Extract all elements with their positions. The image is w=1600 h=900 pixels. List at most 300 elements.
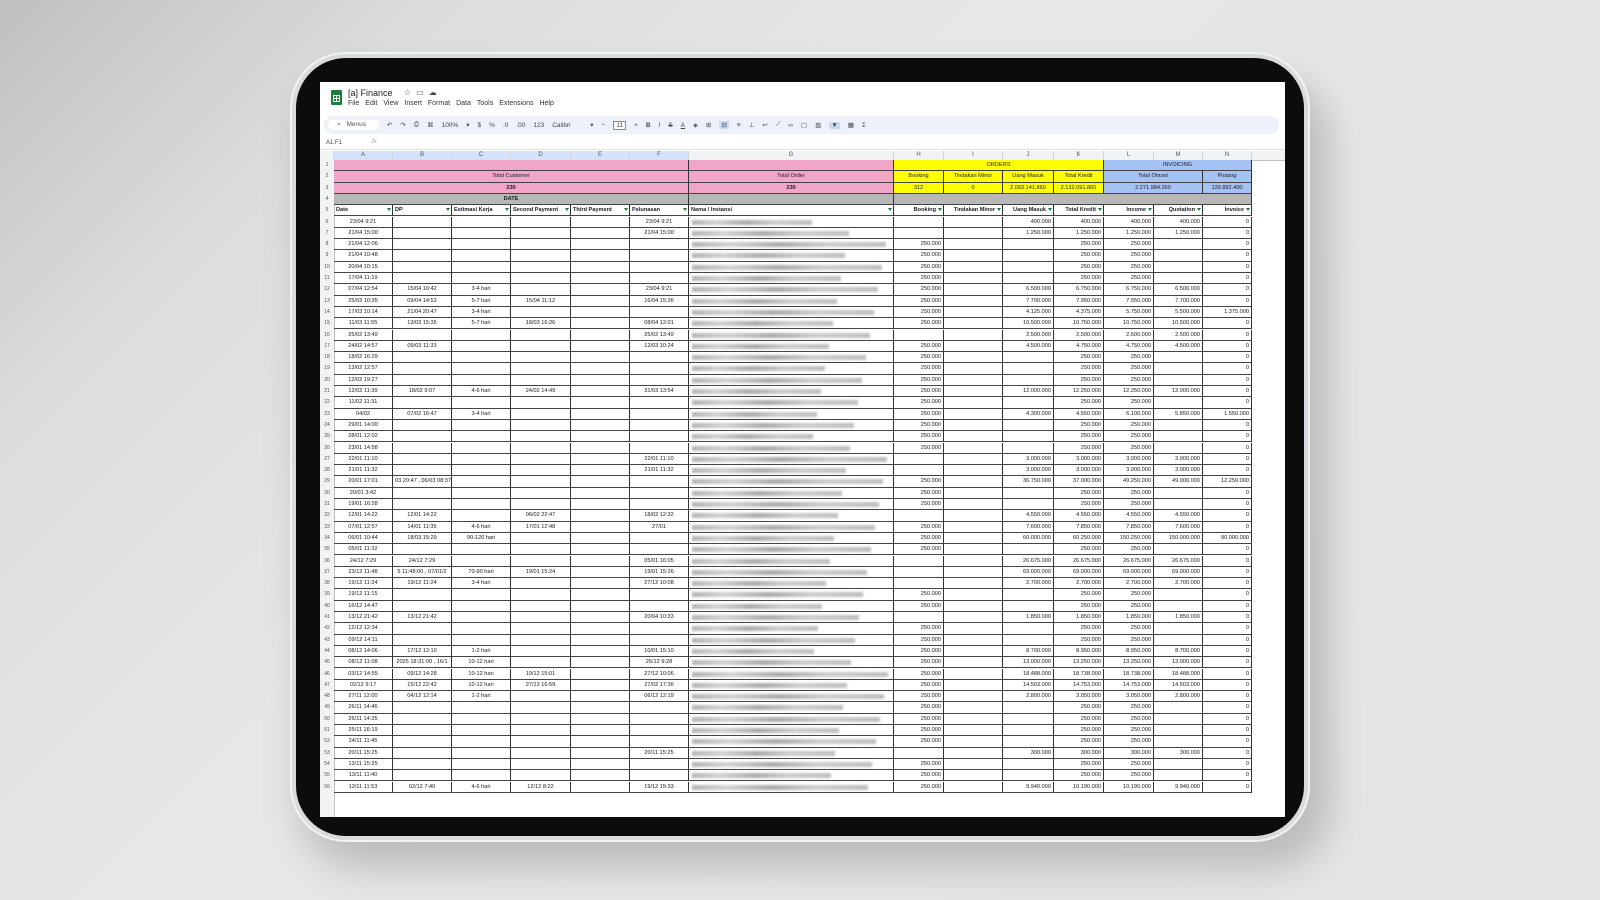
cell-n[interactable]: 0: [1203, 736, 1252, 747]
cell-m[interactable]: [1154, 702, 1203, 713]
cell-b[interactable]: 09/12 14:28: [393, 669, 452, 680]
cell-e[interactable]: [571, 736, 630, 747]
cell-j[interactable]: 10.500.000: [1003, 318, 1054, 329]
cell-e[interactable]: [571, 330, 630, 341]
name-instansi-cell[interactable]: [689, 635, 894, 646]
cell-j[interactable]: [1003, 443, 1054, 454]
cell-b[interactable]: [393, 623, 452, 634]
cell-i[interactable]: [944, 556, 1003, 567]
cell-c[interactable]: 3-4 hari: [452, 409, 511, 420]
cell-b[interactable]: 15/04 16:42: [393, 284, 452, 295]
cell-n[interactable]: 0: [1203, 228, 1252, 239]
cell-m[interactable]: 13.000.000: [1154, 657, 1203, 668]
cell-n[interactable]: 0: [1203, 510, 1252, 521]
cell-n[interactable]: 0: [1203, 669, 1252, 680]
cell-i[interactable]: [944, 363, 1003, 374]
cell-e[interactable]: [571, 409, 630, 420]
cell-j[interactable]: 4.550.000: [1003, 510, 1054, 521]
cell-h[interactable]: 250.000: [894, 601, 944, 612]
cell-j[interactable]: 6.500.000: [1003, 284, 1054, 295]
name-instansi-cell[interactable]: [689, 397, 894, 408]
cell-m[interactable]: [1154, 544, 1203, 555]
cell-j[interactable]: [1003, 544, 1054, 555]
cell-b[interactable]: [393, 748, 452, 759]
cell-j[interactable]: [1003, 363, 1054, 374]
cell-j[interactable]: 1.850.000: [1003, 612, 1054, 623]
cell-e[interactable]: [571, 476, 630, 487]
cell-d[interactable]: [511, 612, 571, 623]
cell-i[interactable]: [944, 612, 1003, 623]
name-instansi-cell[interactable]: [689, 431, 894, 442]
cell-e[interactable]: [571, 375, 630, 386]
name-instansi-cell[interactable]: [689, 239, 894, 250]
filter-dropdown-icon[interactable]: [1148, 208, 1152, 211]
cell-l[interactable]: 250.000: [1104, 770, 1154, 781]
name-instansi-cell[interactable]: [689, 646, 894, 657]
cell-k[interactable]: 250.000: [1054, 499, 1104, 510]
cell-k[interactable]: 250.000: [1054, 714, 1104, 725]
name-instansi-cell[interactable]: [689, 318, 894, 329]
cell-j[interactable]: [1003, 499, 1054, 510]
column-header-l[interactable]: L: [1104, 151, 1154, 160]
name-instansi-cell[interactable]: [689, 307, 894, 318]
cell-b[interactable]: [393, 397, 452, 408]
cell-e[interactable]: [571, 510, 630, 521]
menu-file[interactable]: File: [348, 100, 360, 107]
cell-n[interactable]: 0: [1203, 262, 1252, 273]
column-title-booking[interactable]: Booking: [894, 205, 944, 216]
currency-format-button[interactable]: $: [477, 121, 482, 129]
cell-m[interactable]: [1154, 363, 1203, 374]
cell-l[interactable]: 5.750.000: [1104, 307, 1154, 318]
cell-a[interactable]: 12/12 12:34: [334, 623, 393, 634]
cell-k[interactable]: 3.000.000: [1054, 454, 1104, 465]
cell-m[interactable]: [1154, 443, 1203, 454]
cell-j[interactable]: [1003, 589, 1054, 600]
text-color-icon[interactable]: A: [680, 121, 686, 129]
name-instansi-cell[interactable]: [689, 488, 894, 499]
row-header[interactable]: 30: [324, 489, 330, 496]
cell-n[interactable]: 0: [1203, 748, 1252, 759]
cell-i[interactable]: [944, 748, 1003, 759]
cell-k[interactable]: 12.250.000: [1054, 386, 1104, 397]
cell-n[interactable]: 0: [1203, 386, 1252, 397]
cell-a[interactable]: 25/03 10:35: [334, 296, 393, 307]
cell-n[interactable]: 0: [1203, 454, 1252, 465]
cell-b[interactable]: 13/03 15:35: [393, 318, 452, 329]
cell-i[interactable]: [944, 273, 1003, 284]
header-name-block-top[interactable]: [689, 160, 894, 171]
cell-c[interactable]: [452, 556, 511, 567]
paint-format-icon[interactable]: ⌘: [427, 122, 434, 129]
cell-f[interactable]: 21/04 15:00: [630, 228, 689, 239]
cell-l[interactable]: 10.190.000: [1104, 782, 1154, 793]
name-instansi-cell[interactable]: [689, 601, 894, 612]
cell-d[interactable]: [511, 646, 571, 657]
cell-l[interactable]: 250.000: [1104, 499, 1154, 510]
cell-j[interactable]: 4.500.000: [1003, 341, 1054, 352]
cell-c[interactable]: [452, 770, 511, 781]
cell-i[interactable]: [944, 375, 1003, 386]
cell-i[interactable]: [944, 714, 1003, 725]
cell-f[interactable]: 06/12 12:19: [630, 691, 689, 702]
menu-edit[interactable]: Edit: [365, 100, 378, 107]
name-instansi-cell[interactable]: [689, 386, 894, 397]
text-rotation-icon[interactable]: ⟋: [775, 121, 781, 128]
tindakan-minor-value[interactable]: 0: [944, 183, 1003, 194]
cell-c[interactable]: [452, 759, 511, 770]
cell-a[interactable]: 24/12 7:29: [334, 556, 393, 567]
cell-a[interactable]: 21/04 15:00: [334, 228, 393, 239]
cell-m[interactable]: 6.500.000: [1154, 284, 1203, 295]
total-customer-value[interactable]: 230: [334, 183, 689, 194]
chevron-down-icon[interactable]: ▾: [590, 122, 594, 129]
cell-k[interactable]: 3.050.000: [1054, 691, 1104, 702]
row-header[interactable]: 2: [325, 173, 329, 180]
cell-n[interactable]: 0: [1203, 217, 1252, 228]
row-header[interactable]: 52: [324, 738, 330, 745]
cell-i[interactable]: [944, 228, 1003, 239]
cell-a[interactable]: 13/11 15:25: [334, 759, 393, 770]
cell-j[interactable]: 3.000.000: [1003, 454, 1054, 465]
cell-d[interactable]: 24/02 14:49: [511, 386, 571, 397]
cell-m[interactable]: 12.000.000: [1154, 386, 1203, 397]
cell-e[interactable]: [571, 262, 630, 273]
cell-b[interactable]: [393, 736, 452, 747]
cell-n[interactable]: 0: [1203, 239, 1252, 250]
cell-f[interactable]: 18/02 12:32: [630, 510, 689, 521]
cell-a[interactable]: 12/02 11:39: [334, 386, 393, 397]
cell-l[interactable]: 300.000: [1104, 748, 1154, 759]
cell-b[interactable]: 09/04 14:52: [393, 296, 452, 307]
cell-h[interactable]: [894, 330, 944, 341]
cell-h[interactable]: [894, 465, 944, 476]
row-header[interactable]: 13: [324, 297, 330, 304]
cell-c[interactable]: [452, 363, 511, 374]
cell-e[interactable]: [571, 691, 630, 702]
cell-n[interactable]: 0: [1203, 499, 1252, 510]
cell-l[interactable]: 18.738.000: [1104, 669, 1154, 680]
cell-i[interactable]: [944, 409, 1003, 420]
name-instansi-cell[interactable]: [689, 409, 894, 420]
cell-f[interactable]: 27/12 10:06: [630, 669, 689, 680]
row-header[interactable]: 56: [324, 783, 330, 790]
cell-f[interactable]: [630, 420, 689, 431]
cell-l[interactable]: 250.000: [1104, 262, 1154, 273]
cell-n[interactable]: 0: [1203, 250, 1252, 261]
cell-c[interactable]: 1-2 hari: [452, 646, 511, 657]
cell-e[interactable]: [571, 680, 630, 691]
cell-m[interactable]: [1154, 635, 1203, 646]
row-header[interactable]: 31: [324, 501, 330, 507]
cell-l[interactable]: 250.000: [1104, 239, 1154, 250]
cell-e[interactable]: [571, 657, 630, 668]
cell-b[interactable]: 5 11:48:00 , 07/01/2: [393, 567, 452, 578]
cell-f[interactable]: [630, 239, 689, 250]
cell-f[interactable]: 20/11 15:25: [630, 748, 689, 759]
row-header[interactable]: 40: [324, 602, 330, 609]
cell-d[interactable]: [511, 770, 571, 781]
cell-k[interactable]: 8.950.000: [1054, 646, 1104, 657]
cell-d[interactable]: 18/03 16:26: [511, 318, 571, 329]
cell-k[interactable]: 250.000: [1054, 736, 1104, 747]
row-header[interactable]: 10: [324, 263, 330, 270]
increase-decimal-button[interactable]: .00: [516, 121, 526, 129]
row-header[interactable]: 36: [324, 557, 330, 564]
insert-chart-icon[interactable]: ▥: [815, 122, 822, 129]
cell-k[interactable]: 250.000: [1054, 443, 1104, 454]
cell-k[interactable]: 250.000: [1054, 363, 1104, 374]
cell-i[interactable]: [944, 601, 1003, 612]
cell-j[interactable]: 69.000.000: [1003, 567, 1054, 578]
cell-l[interactable]: 1.250.000: [1104, 228, 1154, 239]
cell-m[interactable]: [1154, 623, 1203, 634]
cell-k[interactable]: 2.700.000: [1054, 578, 1104, 589]
cell-d[interactable]: [511, 409, 571, 420]
row-header[interactable]: 47: [324, 681, 330, 688]
cell-d[interactable]: 12/12 8:22: [511, 782, 571, 793]
cell-k[interactable]: 250.000: [1054, 488, 1104, 499]
row-header[interactable]: 4: [325, 195, 329, 202]
cell-d[interactable]: [511, 397, 571, 408]
cell-i[interactable]: [944, 454, 1003, 465]
cell-a[interactable]: 06/01 10:44: [334, 533, 393, 544]
cell-d[interactable]: [511, 533, 571, 544]
cell-c[interactable]: [452, 544, 511, 555]
sheets-logo-icon[interactable]: [331, 90, 342, 105]
name-instansi-cell[interactable]: [689, 454, 894, 465]
cell-e[interactable]: [571, 443, 630, 454]
cell-k[interactable]: 7.950.000: [1054, 296, 1104, 307]
cell-f[interactable]: 16/04 15:36: [630, 296, 689, 307]
cell-b[interactable]: 02/12 7:40: [393, 782, 452, 793]
cell-k[interactable]: 3.000.000: [1054, 465, 1104, 476]
cell-m[interactable]: 2.800.000: [1154, 691, 1203, 702]
cell-i[interactable]: [944, 352, 1003, 363]
cell-f[interactable]: 19/01 15:26: [630, 567, 689, 578]
cell-j[interactable]: 13.000.000: [1003, 657, 1054, 668]
cell-i[interactable]: [944, 386, 1003, 397]
cell-d[interactable]: [511, 443, 571, 454]
cell-i[interactable]: [944, 589, 1003, 600]
cell-l[interactable]: 10.750.000: [1104, 318, 1154, 329]
star-icon[interactable]: ☆: [404, 88, 417, 97]
cell-e[interactable]: [571, 623, 630, 634]
cell-d[interactable]: [511, 307, 571, 318]
cell-j[interactable]: [1003, 375, 1054, 386]
cell-j[interactable]: 60.000.000: [1003, 533, 1054, 544]
cell-b[interactable]: 07/02 16:47: [393, 409, 452, 420]
name-instansi-cell[interactable]: [689, 759, 894, 770]
cell-c[interactable]: [452, 725, 511, 736]
cell-m[interactable]: [1154, 262, 1203, 273]
filter-dropdown-icon[interactable]: [624, 208, 628, 211]
cell-a[interactable]: 21/04 12:06: [334, 239, 393, 250]
cell-m[interactable]: [1154, 239, 1203, 250]
name-instansi-cell[interactable]: [689, 352, 894, 363]
cell-a[interactable]: 13/02 12:57: [334, 363, 393, 374]
row-header[interactable]: 12: [324, 286, 330, 293]
name-instansi-cell[interactable]: [689, 748, 894, 759]
cell-j[interactable]: 7.600.000: [1003, 522, 1054, 533]
cell-e[interactable]: [571, 341, 630, 352]
cell-m[interactable]: [1154, 431, 1203, 442]
cell-c[interactable]: [452, 341, 511, 352]
cell-h[interactable]: 250.000: [894, 589, 944, 600]
cell-n[interactable]: 0: [1203, 725, 1252, 736]
cell-c[interactable]: 4-6 hari: [452, 782, 511, 793]
cell-c[interactable]: [452, 714, 511, 725]
cell-i[interactable]: [944, 510, 1003, 521]
cell-b[interactable]: [393, 454, 452, 465]
cell-e[interactable]: [571, 454, 630, 465]
row-header[interactable]: 16: [324, 331, 330, 338]
cell-b[interactable]: [393, 363, 452, 374]
cell-b[interactable]: [393, 273, 452, 284]
cell-a[interactable]: 03/12 14:55: [334, 669, 393, 680]
cell-j[interactable]: 14.503.000: [1003, 680, 1054, 691]
cell-b[interactable]: 18/03 15:29: [393, 533, 452, 544]
cell-a[interactable]: 23/01 14:58: [334, 443, 393, 454]
column-title-quotation[interactable]: Quotation: [1154, 205, 1203, 216]
cell-c[interactable]: 3-4 hari: [452, 578, 511, 589]
cell-e[interactable]: [571, 228, 630, 239]
row-header[interactable]: 6: [325, 218, 329, 225]
cell-f[interactable]: [630, 250, 689, 261]
cell-a[interactable]: 25/11 16:19: [334, 725, 393, 736]
cell-b[interactable]: 18/02 9:07: [393, 386, 452, 397]
cell-m[interactable]: [1154, 250, 1203, 261]
cell-i[interactable]: [944, 567, 1003, 578]
cell-m[interactable]: 1.850.000: [1154, 612, 1203, 623]
cell-c[interactable]: 4-6 hari: [452, 386, 511, 397]
cell-k[interactable]: 250.000: [1054, 250, 1104, 261]
cell-c[interactable]: [452, 736, 511, 747]
cell-f[interactable]: 27/01: [630, 522, 689, 533]
cell-m[interactable]: [1154, 770, 1203, 781]
cell-j[interactable]: [1003, 431, 1054, 442]
cell-c[interactable]: [452, 476, 511, 487]
cell-k[interactable]: 250.000: [1054, 544, 1104, 555]
cell-f[interactable]: 22/01 11:10: [630, 454, 689, 465]
orders-header[interactable]: ORDERS: [894, 160, 1104, 171]
cell-h[interactable]: 250.000: [894, 680, 944, 691]
cell-d[interactable]: [511, 454, 571, 465]
row-header[interactable]: 53: [324, 749, 330, 756]
cell-a[interactable]: 12/01 14:22: [334, 510, 393, 521]
cell-k[interactable]: 1.250.000: [1054, 228, 1104, 239]
cell-a[interactable]: 07/01 12:57: [334, 522, 393, 533]
cell-h[interactable]: [894, 578, 944, 589]
cell-b[interactable]: [393, 770, 452, 781]
cell-e[interactable]: [571, 589, 630, 600]
cell-f[interactable]: [630, 431, 689, 442]
fill-color-icon[interactable]: ◈: [693, 122, 699, 129]
cell-k[interactable]: 400.000: [1054, 217, 1104, 228]
row-header[interactable]: 11: [324, 275, 330, 281]
cell-m[interactable]: [1154, 759, 1203, 770]
cell-c[interactable]: [452, 454, 511, 465]
print-icon[interactable]: ⎙: [413, 121, 420, 128]
cell-l[interactable]: 250.000: [1104, 397, 1154, 408]
cell-h[interactable]: 250.000: [894, 725, 944, 736]
cell-j[interactable]: 400.000: [1003, 217, 1054, 228]
cell-d[interactable]: [511, 635, 571, 646]
cell-a[interactable]: 19/12 11:15: [334, 589, 393, 600]
cell-b[interactable]: 19/12 11:24: [393, 578, 452, 589]
filter-dropdown-icon[interactable]: [1246, 208, 1250, 211]
cell-j[interactable]: [1003, 262, 1054, 273]
name-instansi-cell[interactable]: [689, 341, 894, 352]
cell-b[interactable]: [393, 759, 452, 770]
cell-h[interactable]: 250.000: [894, 782, 944, 793]
cell-m[interactable]: 14.503.000: [1154, 680, 1203, 691]
cell-k[interactable]: 2.500.000: [1054, 330, 1104, 341]
cell-h[interactable]: 250.000: [894, 318, 944, 329]
cell-a[interactable]: 21/04 10:48: [334, 250, 393, 261]
cell-a[interactable]: 18/02 16:29: [334, 352, 393, 363]
cell-f[interactable]: [630, 533, 689, 544]
total-order-value[interactable]: 230: [689, 183, 894, 194]
cell-m[interactable]: 7.600.000: [1154, 522, 1203, 533]
name-instansi-cell[interactable]: [689, 691, 894, 702]
cell-k[interactable]: 250.000: [1054, 262, 1104, 273]
cell-l[interactable]: 400.000: [1104, 217, 1154, 228]
total-kredit-label[interactable]: Total Kredit: [1054, 171, 1104, 182]
row-header[interactable]: 42: [324, 625, 330, 632]
name-instansi-cell[interactable]: [689, 612, 894, 623]
cell-l[interactable]: 250.000: [1104, 250, 1154, 261]
cell-n[interactable]: 0: [1203, 714, 1252, 725]
cell-c[interactable]: [452, 635, 511, 646]
cell-m[interactable]: 4.500.000: [1154, 341, 1203, 352]
cell-d[interactable]: 06/02 22:47: [511, 510, 571, 521]
cell-a[interactable]: 08/12 14:06: [334, 646, 393, 657]
name-instansi-cell[interactable]: [689, 476, 894, 487]
cell-c[interactable]: [452, 217, 511, 228]
column-header-a[interactable]: A: [334, 151, 393, 160]
cell-n[interactable]: 0: [1203, 284, 1252, 295]
cell-h[interactable]: 250.000: [894, 409, 944, 420]
merge-cells-icon[interactable]: ⊟: [721, 122, 727, 129]
cell-i[interactable]: [944, 330, 1003, 341]
cell-d[interactable]: [511, 578, 571, 589]
cell-d[interactable]: 15/04 11:12: [511, 296, 571, 307]
row-header[interactable]: 20: [324, 376, 330, 383]
name-instansi-cell[interactable]: [689, 782, 894, 793]
cell-l[interactable]: 250.000: [1104, 725, 1154, 736]
cell-k[interactable]: 250.000: [1054, 635, 1104, 646]
cell-k[interactable]: 250.000: [1054, 431, 1104, 442]
cell-j[interactable]: 12.000.000: [1003, 386, 1054, 397]
cell-i[interactable]: [944, 725, 1003, 736]
cell-f[interactable]: [630, 397, 689, 408]
cell-k[interactable]: 37.000.000: [1054, 476, 1104, 487]
cell-k[interactable]: 1.850.000: [1054, 612, 1104, 623]
cell-n[interactable]: 12.250.000: [1203, 476, 1252, 487]
row-header[interactable]: 44: [324, 647, 330, 654]
total-omzet-value[interactable]: 2.271.984.260: [1104, 183, 1203, 194]
row-header[interactable]: 29: [324, 478, 330, 485]
filter-dropdown-icon[interactable]: [565, 208, 569, 211]
menu-help[interactable]: Help: [539, 100, 554, 107]
cell-b[interactable]: [393, 488, 452, 499]
cell-b[interactable]: [393, 702, 452, 713]
name-instansi-cell[interactable]: [689, 669, 894, 680]
filter-dropdown-icon[interactable]: [446, 208, 450, 211]
text-wrap-icon[interactable]: ↩: [762, 122, 768, 129]
cell-h[interactable]: 250.000: [894, 363, 944, 374]
